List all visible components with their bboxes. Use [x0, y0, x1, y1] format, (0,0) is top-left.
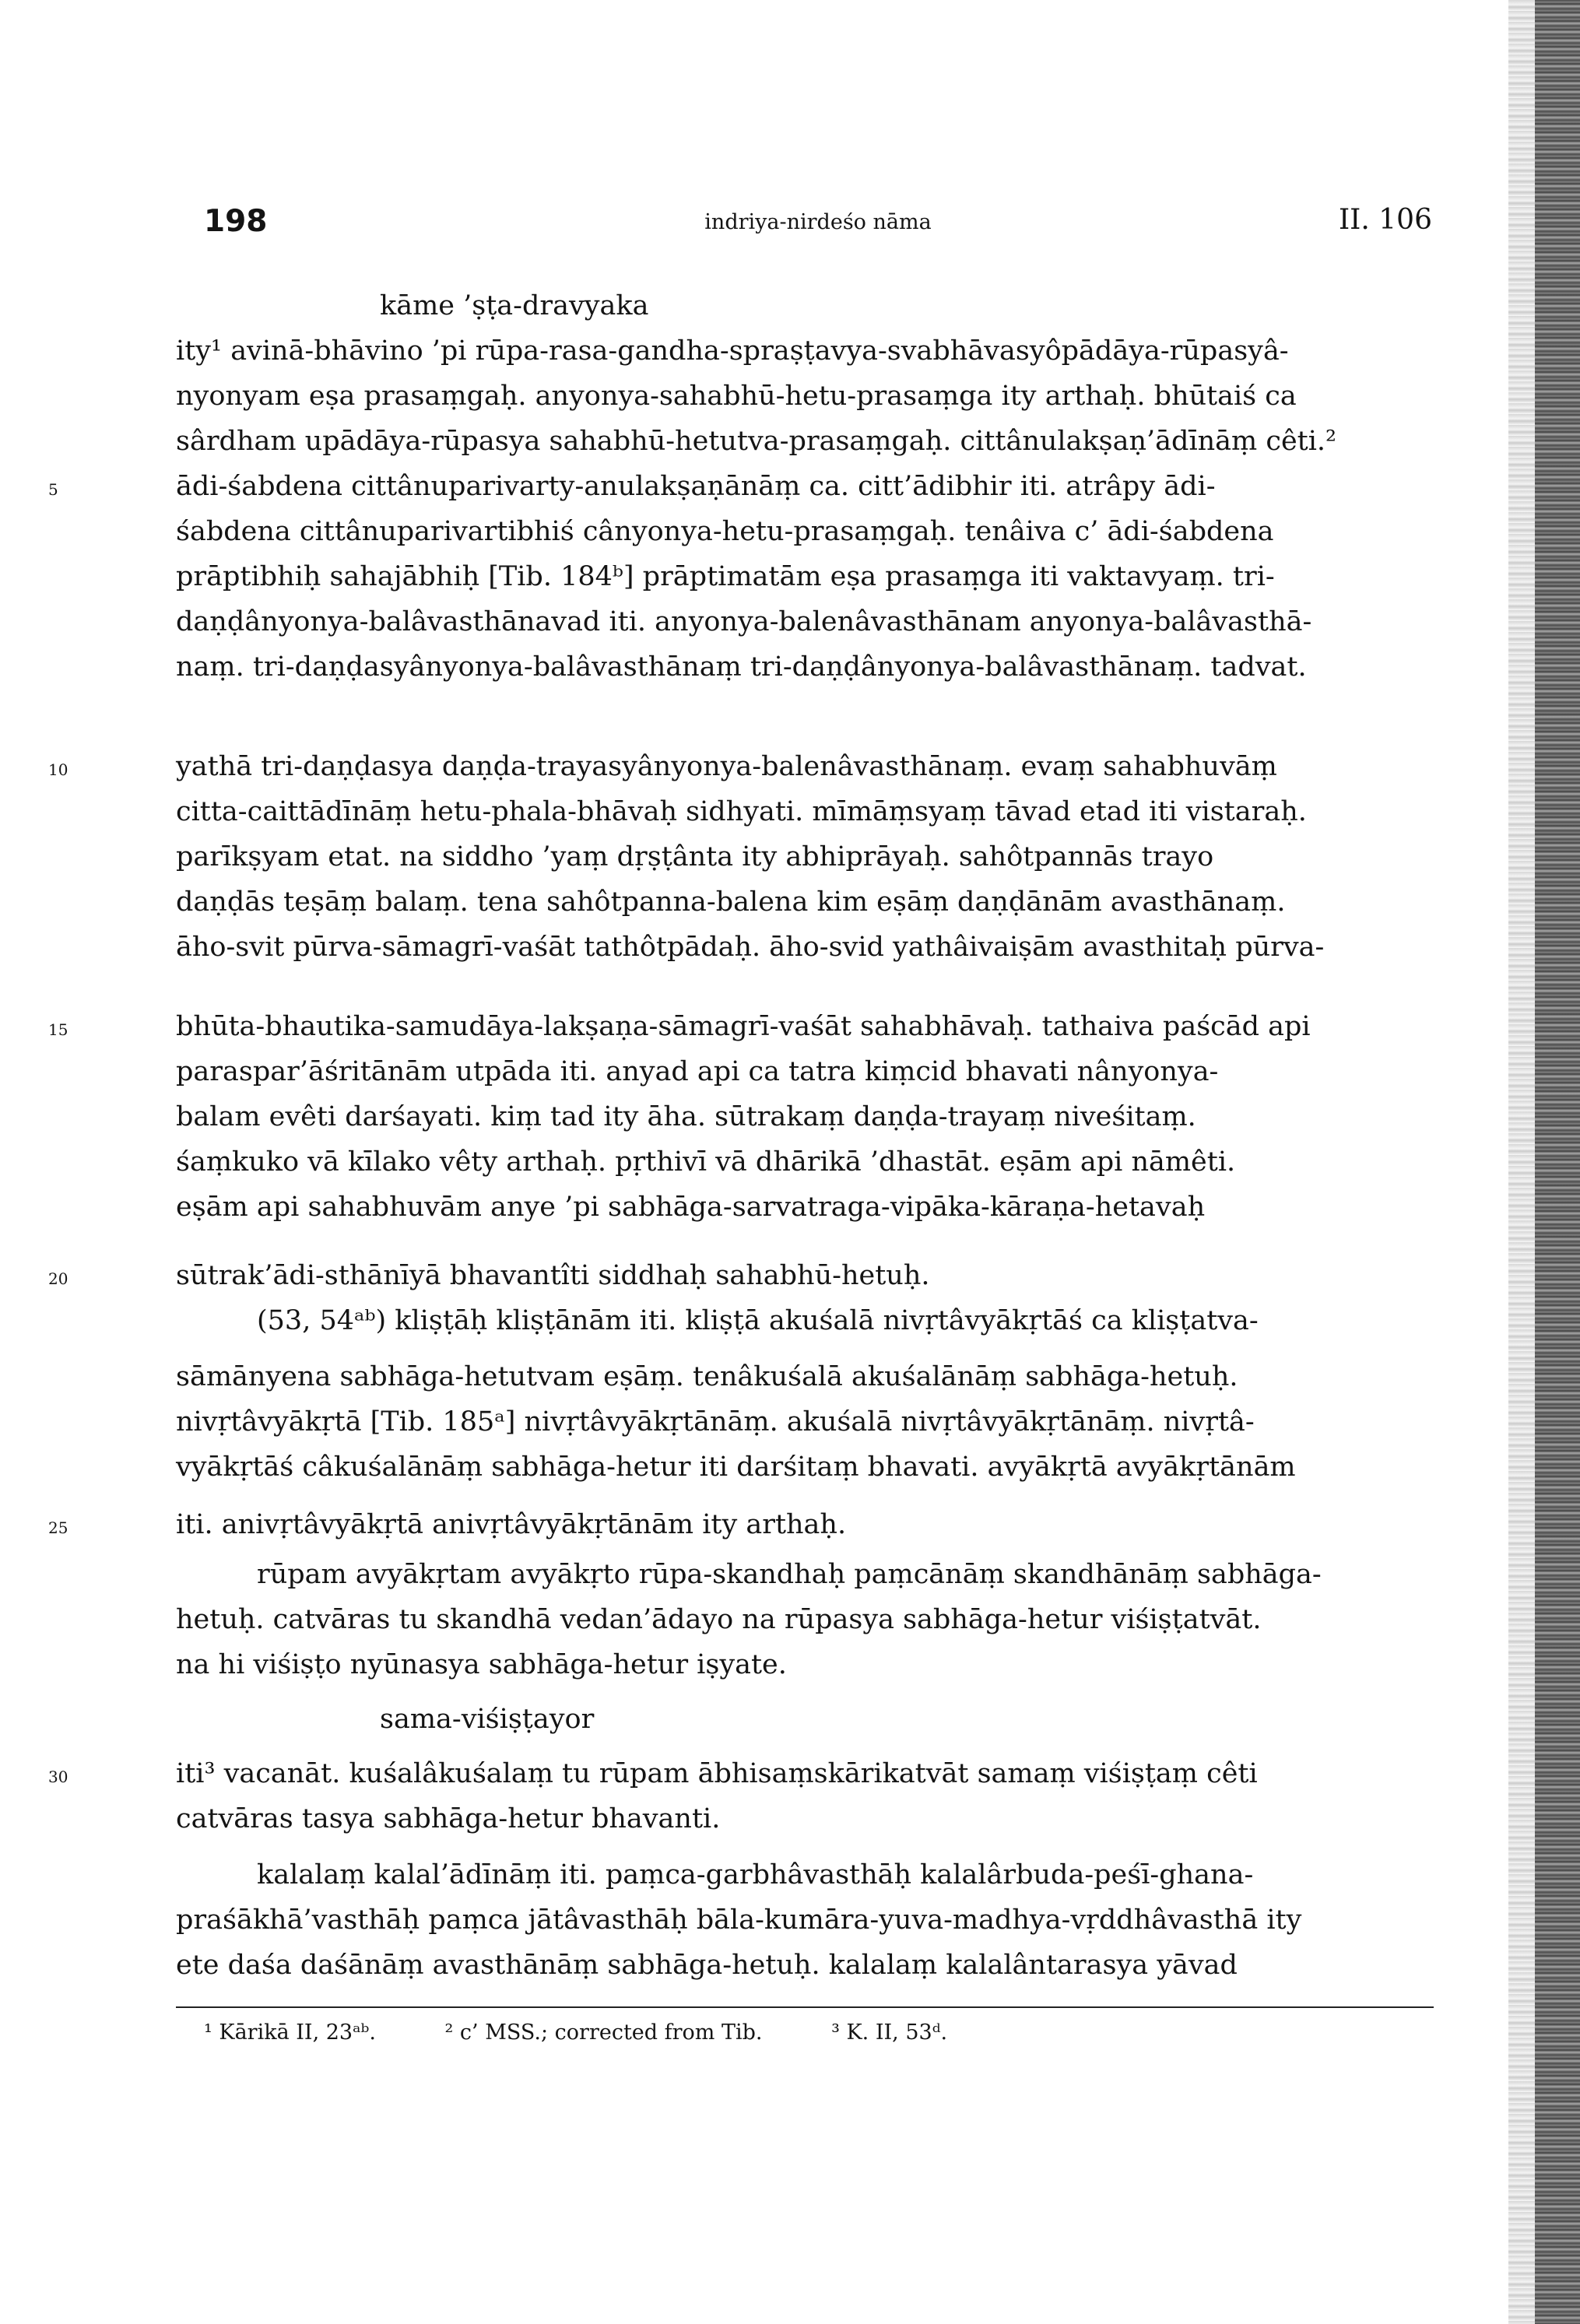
- text-line: vyākṛtāś câkuśalānāṃ sabhāga-hetur iti darśitaṃ bhavati. avyākṛtā avyākṛtānām: [176, 1452, 1296, 1483]
- line-number: 20: [48, 1269, 68, 1288]
- text-line: citta-caittādīnāṃ hetu-phala-bhāvaḥ sidhyati. mīmāṃsyaṃ tāvad etad iti vistaraḥ.: [176, 796, 1307, 827]
- running-title: indriya-nirdeśo nāma: [704, 210, 932, 234]
- text-line: hetuḥ. catvāras tu skandhā vedan’ādayo na rūpasya sabhāga-hetur viśiṣṭatvāt.: [176, 1604, 1262, 1635]
- section-reference: II. 106: [1338, 204, 1432, 236]
- text-line: sāmānyena sabhāga-hetutvam eṣāṃ. tenâkuśalā akuśalānāṃ sabhāga-hetuḥ.: [176, 1361, 1238, 1392]
- text-line: naṃ. tri-daṇḍasyânyonya-balâvasthānaṃ tri-daṇḍânyonya-balâvasthānaṃ. tadvat.: [176, 651, 1307, 683]
- text-line: balam evêti darśayati. kiṃ tad ity āha. sūtrakaṃ daṇḍa-trayaṃ niveśitaṃ.: [176, 1101, 1196, 1132]
- footnote-1: ¹ Kārikā II, 23ᵃᵇ.: [204, 2020, 376, 2045]
- text-line: 10 yathā tri-daṇḍasya daṇḍa-trayasyânyonya-balenâvasthānaṃ. evaṃ sahabhuvāṃ: [176, 744, 1437, 789]
- page-edge-shadow: [1508, 0, 1535, 2324]
- footnote-rule: [176, 2006, 1434, 2008]
- text-line: daṇḍânyonya-balâvasthānavad iti. anyonya-balenâvasthānam anyonya-balâvasthā-: [176, 606, 1312, 637]
- text-line: sârdham upādāya-rūpasya sahabhū-hetutva-prasaṃgaḥ. cittânulakṣaṇ’ādīnāṃ cêti.²: [176, 426, 1337, 457]
- text-line: nyonyam eṣa prasaṃgaḥ. anyonya-sahabhū-hetu-prasaṃga ity arthaḥ. bhūtaiś ca: [176, 381, 1297, 412]
- text-line: rūpam avyākṛtam avyākṛto rūpa-skandhaḥ paṃcānāṃ skandhānāṃ sabhāga-: [257, 1559, 1322, 1590]
- footnotes: [204, 2020, 1418, 2045]
- page-header: [204, 204, 1432, 251]
- text-line: (53, 54ᵃᵇ) kliṣṭāḥ kliṣṭānām iti. kliṣṭā akuśalā nivṛtâvyākṛtāś ca kliṣṭatva-: [257, 1305, 1259, 1336]
- footnote-3: ³ K. II, 53ᵈ.: [831, 2020, 948, 2045]
- text-line: śabdena cittânuparivartibhiś cânyonya-hetu-prasaṃgaḥ. tenâiva c’ ādi-śabdena: [176, 516, 1274, 547]
- text-line: kalalaṃ kalal’ādīnāṃ iti. paṃca-garbhâvasthāḥ kalalârbuda-peśī-ghana-: [257, 1859, 1254, 1890]
- line-number: 5: [48, 480, 58, 499]
- page-number: 198: [204, 204, 268, 239]
- text-line: catvāras tasya sabhāga-hetur bhavanti.: [176, 1803, 721, 1834]
- text-line: sama-viśiṣṭayor: [380, 1704, 595, 1735]
- text-line: na hi viśiṣṭo nyūnasya sabhāga-hetur iṣyate.: [176, 1649, 787, 1680]
- footnote-2: ² c’ MSS.; corrected from Tib.: [444, 2020, 763, 2045]
- line-number: 10: [48, 760, 68, 779]
- text-line: eṣām api sahabhuvām anye ’pi sabhāga-sarvatraga-vipāka-kāraṇa-hetavaḥ: [176, 1192, 1206, 1223]
- text-line: 20 sūtrak’ādi-sthānīyā bhavantîti siddhaḥ sahabhū-hetuḥ.: [176, 1253, 1437, 1298]
- text-line: 25 iti. anivṛtâvyākṛtā anivṛtâvyākṛtānām ity arthaḥ.: [176, 1502, 1437, 1547]
- text-line: śaṃkuko vā kīlako vêty arthaḥ. pṛthivī vā dhārikā ’dhastāt. eṣām api nāmêti.: [176, 1146, 1236, 1178]
- line-number: 25: [48, 1518, 68, 1537]
- text-line: nivṛtâvyākṛtā [Tib. 185ᵃ] nivṛtâvyākṛtānāṃ. akuśalā nivṛtâvyākṛtānāṃ. nivṛtâ-: [176, 1406, 1255, 1438]
- text-line: daṇḍās teṣāṃ balaṃ. tena sahôtpanna-balena kim eṣāṃ daṇḍānām avasthānaṃ.: [176, 886, 1286, 918]
- text-line: kāme ’ṣṭa-dravyaka: [380, 290, 649, 321]
- text-line: ete daśa daśānāṃ avasthānāṃ sabhāga-hetuḥ. kalalaṃ kalalântarasya yāvad: [176, 1950, 1238, 1981]
- text-line: paraspar’āśritānām utpāda iti. anyad api ca tatra kiṃcid bhavati nânyonya-: [176, 1056, 1219, 1087]
- text-line: parīkṣyam etat. na siddho ’yaṃ dṛṣṭânta ity abhiprāyaḥ. sahôtpannās trayo: [176, 841, 1214, 872]
- book-spine-edge: [1535, 0, 1580, 2324]
- text-line: 5 ādi-śabdena cittânuparivarty-anulakṣaṇānāṃ ca. citt’ādibhir iti. atrâpy ādi-: [176, 464, 1437, 509]
- text-line: ity¹ avinā-bhāvino ’pi rūpa-rasa-gandha-spraṣṭavya-svabhāvasyôpādāya-rūpasyâ-: [176, 335, 1289, 367]
- text-line: āho-svit pūrva-sāmagrī-vaśāt tathôtpādaḥ. āho-svid yathâivaiṣām avasthitaḥ pūrva-: [176, 932, 1325, 963]
- text-line: prāptibhiḥ sahajābhiḥ [Tib. 184ᵇ] prāptimatām eṣa prasaṃga iti vaktavyaṃ. tri-: [176, 561, 1275, 592]
- text-line: praśākhā’vasthāḥ paṃca jātâvasthāḥ bāla-kumāra-yuva-madhya-vṛddhâvasthā ity: [176, 1904, 1302, 1936]
- text-line: 30 iti³ vacanāt. kuśalâkuśalaṃ tu rūpam ābhisaṃskārikatvāt samaṃ viśiṣṭaṃ cêti: [176, 1751, 1437, 1796]
- line-number: 30: [48, 1768, 68, 1786]
- text-line: 15 bhūta-bhautika-samudāya-lakṣaṇa-sāmagrī-vaśāt sahabhāvaḥ. tathaiva paścād api: [176, 1004, 1437, 1049]
- line-number: 15: [48, 1020, 68, 1039]
